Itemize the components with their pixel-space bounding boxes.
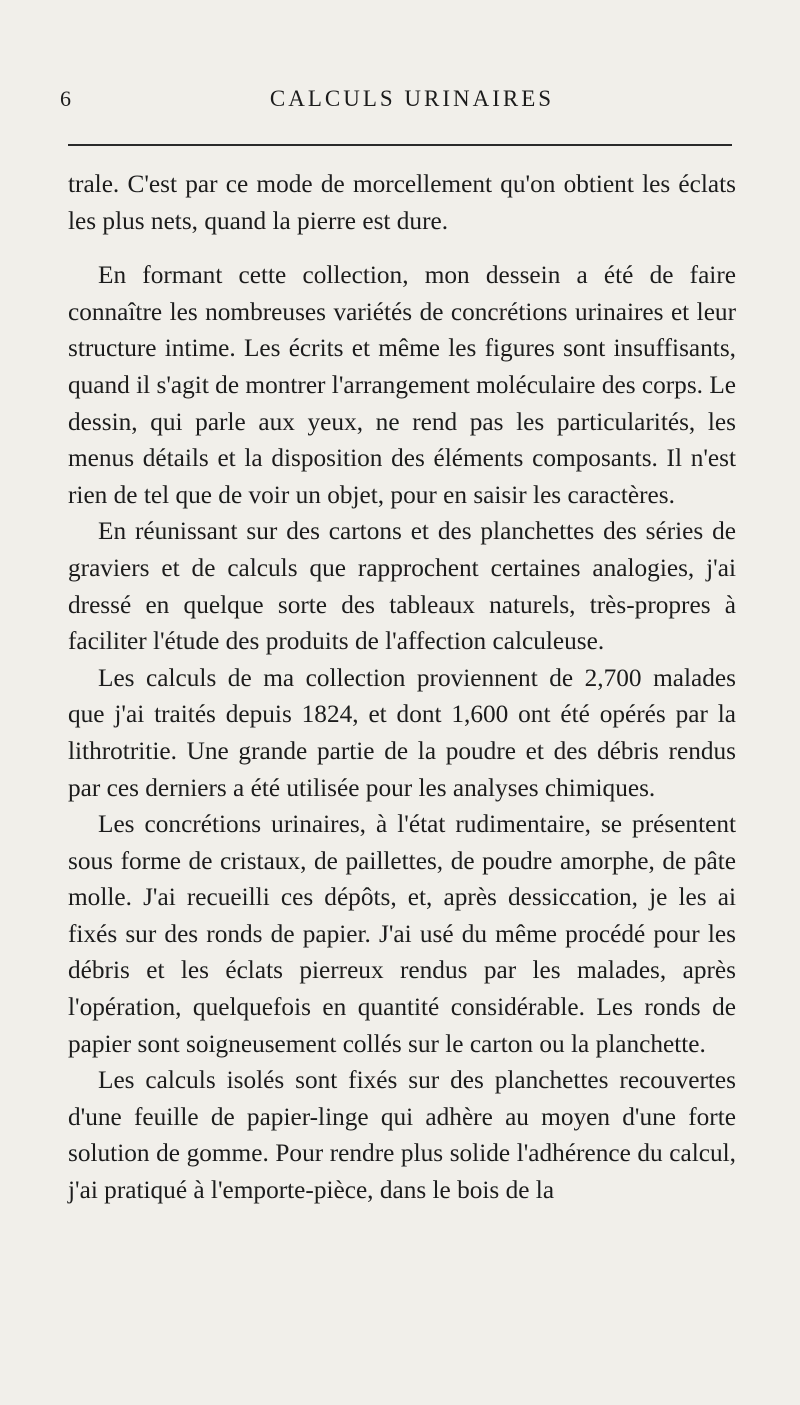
running-title: CALCULS URINAIRES [269, 86, 555, 111]
paragraph: Les calculs isolés sont fixés sur des planchettes recouvertes d'une feuille de papier-linge qui adhère au moyen d'une forte solution de gomme. Pour rendre plus solide l'adhérence du calcul, j'ai pratiqué à l'emporte-pièce, dans le bois de la [68, 1066, 736, 1205]
header-rule [68, 144, 732, 146]
body-text [68, 166, 736, 1209]
page-number: 6 [60, 86, 72, 111]
running-head [60, 48, 736, 111]
paragraph: trale. C'est par ce mode de morcellement qu'on obtient les éclats les plus nets, quand la pierre est dure. [68, 170, 736, 235]
paragraph: Les calculs de ma collection proviennent de 2,700 malades que j'ai traités depuis 1824, et dont 1,600 ont été opérés par la lithrotritie. Une grande partie de la poudre et des débris rendus par ces derniers a été utilisée pour les analyses chimiques. [68, 663, 736, 802]
book-page [0, 48, 800, 1405]
paragraph: En formant cette collection, mon dessein a été de faire connaître les nombreuses variétés de concrétions urinaires et leur structure intime. Les écrits et même les figures sont insuffisants, quand il s'agit de montrer l'arrangement moléculaire des corps. Le dessin, qui parle aux yeux, ne rend pas les particularités, les menus détails et la disposition des éléments composants. Il n'est rien de tel que de voir un objet, pour en saisir les caractères. [68, 261, 736, 509]
paragraph: En réunissant sur des cartons et des planchettes des séries de graviers et de calculs que rapprochent certaines analogies, j'ai dressé en quelque sorte des tableaux naturels, très-propres à faciliter l'étude des produits de l'affection calculeuse. [68, 517, 736, 656]
paragraph: Les concrétions urinaires, à l'état rudimentaire, se présentent sous forme de cristaux, de paillettes, de poudre amorphe, de pâte molle. J'ai recueilli ces dépôts, et, après dessiccation, je les ai fixés sur des ronds de papier. J'ai usé du même procédé pour les débris et les éclats pierreux rendus par les malades, après l'opération, quelquefois en quantité considérable. Les ronds de papier sont soigneusement collés sur le carton ou la planchette. [68, 810, 736, 1058]
